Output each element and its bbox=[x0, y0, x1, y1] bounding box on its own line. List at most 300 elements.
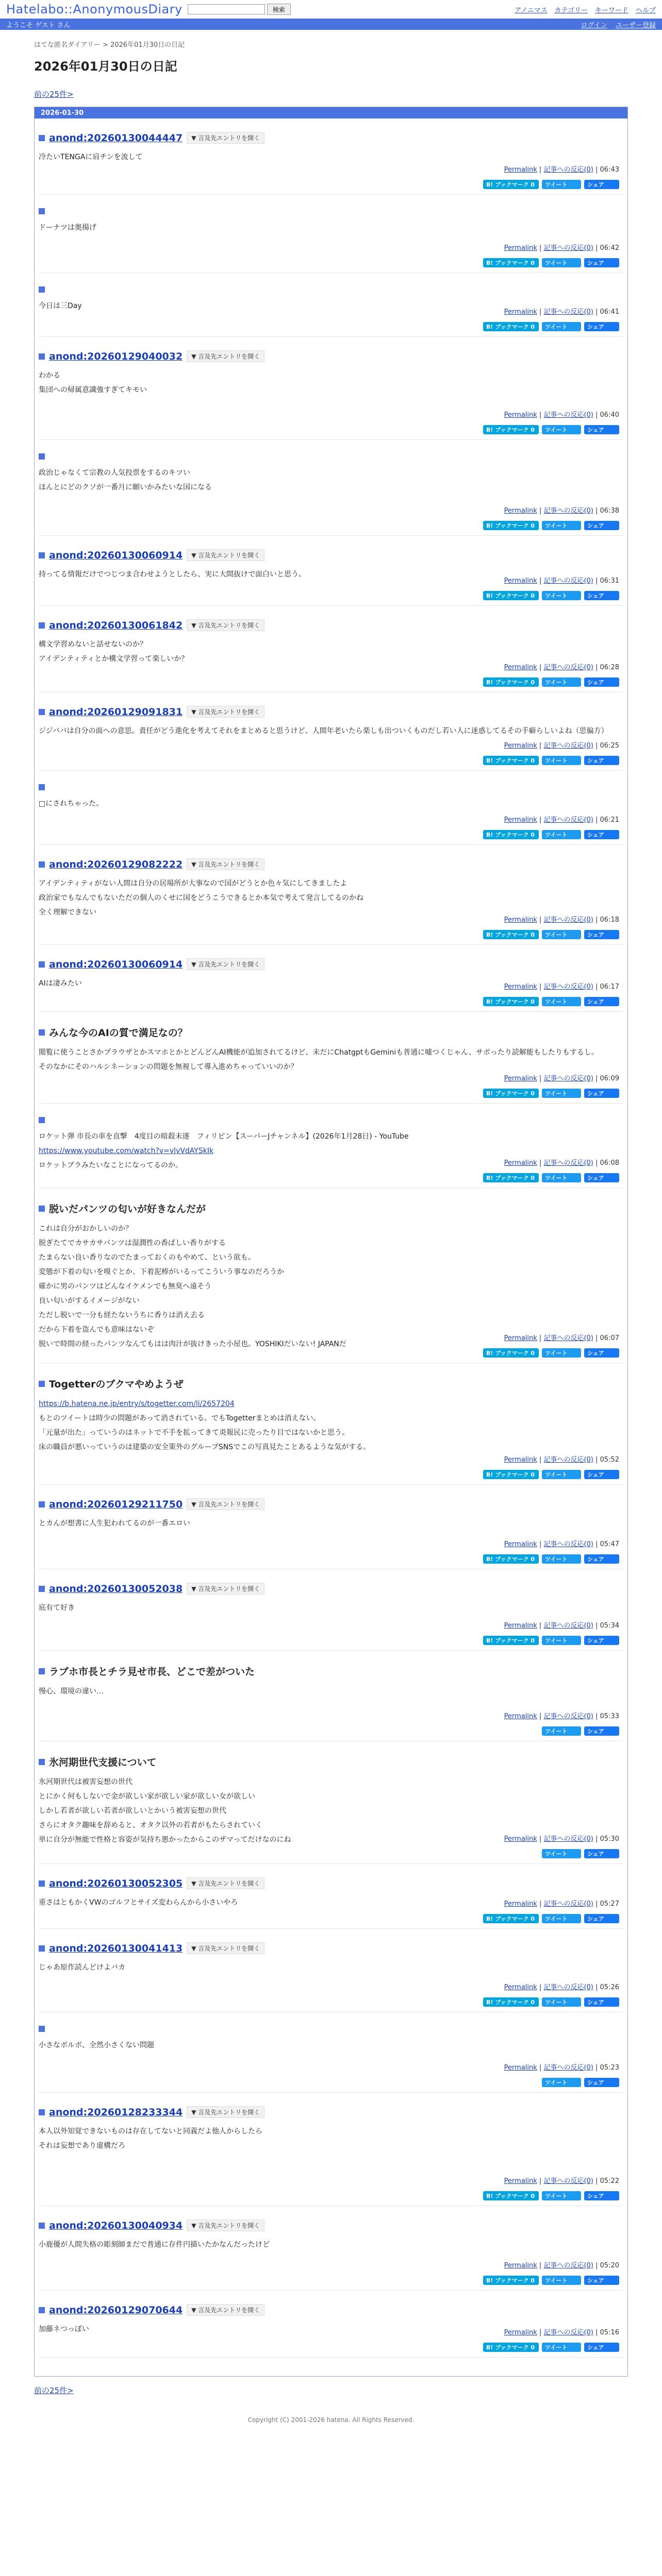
facebook-share-button[interactable]: シェア bbox=[584, 1554, 619, 1564]
entry-meta bbox=[504, 1833, 619, 1843]
entry-marker-icon[interactable] bbox=[39, 135, 45, 141]
entry-title[interactable]: 脱いだパンツの匂いが好きなんだが bbox=[49, 1204, 206, 1215]
entry-header bbox=[39, 858, 623, 870]
facebook-share-button[interactable]: シェア bbox=[584, 258, 619, 267]
tweet-button[interactable]: ツイート bbox=[542, 425, 581, 434]
permalink-link[interactable]: Permalink bbox=[504, 507, 537, 515]
entry-time: 05:16 bbox=[600, 2329, 619, 2336]
permalink-link[interactable]: Permalink bbox=[504, 411, 537, 419]
hatena-bookmark-button[interactable]: B! ブックマーク 0 bbox=[483, 2276, 539, 2285]
entry-marker-icon[interactable] bbox=[39, 286, 45, 293]
hatena-bookmark-button[interactable]: B! ブックマーク 0 bbox=[483, 930, 539, 939]
entry bbox=[39, 692, 623, 771]
hatena-bookmark-button[interactable]: B! ブックマーク 0 bbox=[483, 1089, 539, 1098]
entry-meta bbox=[504, 814, 619, 824]
entry-line: 冷たいTENGAに肩チンを流して bbox=[39, 153, 143, 161]
permalink-link[interactable]: Permalink bbox=[504, 1456, 537, 1464]
permalink-link[interactable]: Permalink bbox=[504, 1334, 537, 1342]
share-buttons bbox=[483, 930, 619, 939]
separator: | bbox=[537, 1159, 544, 1167]
entry-header bbox=[39, 1755, 623, 1769]
tweet-button[interactable]: ツイート bbox=[542, 322, 581, 331]
tweet-button[interactable]: ツイート bbox=[542, 1726, 581, 1736]
comments-link[interactable]: 記事への反応(0) bbox=[543, 577, 593, 585]
hatena-bookmark-button[interactable]: B! ブックマーク 0 bbox=[483, 1997, 539, 2007]
entry-title[interactable]: anond:20260129070644 bbox=[49, 2304, 183, 2316]
comments-link[interactable]: 記事への反応(0) bbox=[543, 2064, 593, 2072]
hatena-bookmark-button[interactable]: B! ブックマーク 0 bbox=[483, 2191, 539, 2200]
permalink-link[interactable]: Permalink bbox=[504, 983, 537, 991]
comments-link[interactable]: 記事への反応(0) bbox=[543, 411, 593, 419]
entry-header bbox=[39, 1117, 623, 1123]
entry-marker-icon[interactable] bbox=[39, 453, 45, 460]
open-reference-toggle[interactable]: ▼ 言及先エントリを開く bbox=[187, 619, 264, 631]
entry-line: 氷河期世代は被害妄想の世代 bbox=[39, 1778, 133, 1786]
hatena-bookmark-button[interactable]: B! ブックマーク 0 bbox=[483, 322, 539, 331]
entry-line: 慢心、環境の違い… bbox=[39, 1687, 104, 1696]
facebook-share-button[interactable]: シェア bbox=[584, 521, 619, 530]
permalink-link[interactable]: Permalink bbox=[504, 1159, 537, 1167]
comments-link[interactable]: 記事への反応(0) bbox=[543, 1622, 593, 1630]
separator: | bbox=[537, 2262, 544, 2269]
permalink-link[interactable]: Permalink bbox=[504, 577, 537, 585]
tweet-button[interactable]: ツイート bbox=[542, 1636, 581, 1645]
entry-line: ドーナツは奥揚げ bbox=[39, 224, 96, 232]
permalink-link[interactable]: Permalink bbox=[504, 1900, 537, 1908]
permalink-link[interactable]: Permalink bbox=[504, 916, 537, 924]
entry-marker-icon[interactable] bbox=[39, 622, 45, 629]
entry-line: アイデンティティとか構文学習って楽しいか？ bbox=[39, 655, 189, 663]
entry-line: 単に自分が無能で性格と容姿が気持ち悪かったからこのザマってだけなのにね bbox=[39, 1836, 291, 1844]
entry-meta bbox=[504, 2260, 619, 2269]
hatena-bookmark-button[interactable]: B! ブックマーク 0 bbox=[483, 425, 539, 434]
separator: | bbox=[593, 1984, 600, 1991]
facebook-share-button[interactable]: シェア bbox=[584, 1470, 619, 1479]
hatena-bookmark-button[interactable]: B! ブックマーク 0 bbox=[483, 1470, 539, 1479]
separator: | bbox=[537, 1622, 544, 1630]
entry-title[interactable]: anond:20260129082222 bbox=[49, 858, 183, 870]
share-buttons bbox=[483, 997, 619, 1006]
entry bbox=[39, 2291, 623, 2358]
comments-link[interactable]: 記事への反応(0) bbox=[543, 1334, 593, 1342]
entry-line: 脱いで時間の経ったパンツなんてもはは肉汁が抜けきった小屋也。YOSHIKIだいない! JAPANだ bbox=[39, 1340, 346, 1348]
entry bbox=[39, 1929, 623, 2012]
tweet-button[interactable]: ツイート bbox=[542, 1348, 581, 1358]
entry-meta bbox=[504, 1620, 619, 1630]
tweet-button[interactable]: ツイート bbox=[542, 180, 581, 189]
facebook-share-button[interactable]: シェア bbox=[584, 2191, 619, 2200]
entry-header bbox=[39, 350, 623, 362]
entry-header bbox=[39, 453, 623, 460]
hatena-bookmark-button[interactable]: B! ブックマーク 0 bbox=[483, 830, 539, 839]
comments-link[interactable]: 記事への反応(0) bbox=[543, 983, 593, 991]
entry-marker-icon[interactable] bbox=[39, 1029, 45, 1036]
permalink-link[interactable]: Permalink bbox=[504, 2262, 537, 2269]
tweet-button[interactable]: ツイート bbox=[542, 997, 581, 1006]
permalink-link[interactable]: Permalink bbox=[504, 816, 537, 824]
comments-link[interactable]: 記事への反応(0) bbox=[543, 664, 593, 671]
hatena-bookmark-button[interactable]: B! ブックマーク 0 bbox=[483, 2343, 539, 2352]
separator: | bbox=[537, 507, 544, 515]
permalink-link[interactable]: Permalink bbox=[504, 1075, 537, 1082]
separator: | bbox=[537, 916, 544, 924]
entry-time: 05:26 bbox=[600, 1984, 619, 1991]
search-button[interactable]: 検索 bbox=[267, 4, 291, 15]
comments-link[interactable]: 記事への反応(0) bbox=[543, 2177, 593, 2185]
permalink-link[interactable]: Permalink bbox=[504, 166, 537, 174]
entry-body bbox=[39, 1684, 623, 1699]
hatena-bookmark-button[interactable]: B! ブックマーク 0 bbox=[483, 756, 539, 765]
entry-line: 加藤ネつっぽい bbox=[39, 2325, 89, 2333]
comments-link[interactable]: 記事への反応(0) bbox=[543, 742, 593, 750]
comments-link[interactable]: 記事への反応(0) bbox=[543, 1540, 593, 1548]
entry-marker-icon[interactable] bbox=[39, 552, 45, 558]
entry-header bbox=[39, 1498, 623, 1510]
entry-time: 05:23 bbox=[600, 2064, 619, 2072]
share-buttons bbox=[483, 1470, 619, 1479]
entry-marker-icon[interactable] bbox=[39, 861, 45, 868]
entry-header bbox=[39, 2219, 623, 2231]
entry-line: 変態が下着の匂いを嗅ぐとか、下着泥棒がいるってこういう事なのだろうか bbox=[39, 1268, 284, 1276]
entry-body bbox=[39, 876, 623, 920]
entry-line: □にされちゃった。 bbox=[39, 800, 104, 808]
entry-title[interactable]: anond:20260130052305 bbox=[49, 1877, 183, 1889]
entry-meta bbox=[504, 2175, 619, 2185]
entry-title[interactable]: anond:20260128233344 bbox=[49, 2106, 183, 2118]
entry-marker-icon[interactable] bbox=[39, 1668, 45, 1674]
entry-time: 06:42 bbox=[600, 244, 619, 252]
entry bbox=[39, 1741, 623, 1864]
entry-header bbox=[39, 784, 623, 790]
facebook-share-button[interactable]: シェア bbox=[584, 1636, 619, 1645]
permalink-link[interactable]: Permalink bbox=[504, 2064, 537, 2072]
entry-header bbox=[39, 208, 623, 214]
permalink-link[interactable]: Permalink bbox=[504, 2329, 537, 2336]
open-reference-toggle[interactable]: ▼ 言及先エントリを開く bbox=[187, 2304, 264, 2316]
open-reference-toggle[interactable]: ▼ 言及先エントリを開く bbox=[187, 706, 264, 718]
hatena-bookmark-button[interactable]: B! ブックマーク 0 bbox=[483, 1554, 539, 1564]
entry-body bbox=[39, 1960, 623, 1975]
entry-title[interactable]: anond:20260130060914 bbox=[49, 958, 183, 970]
tweet-button[interactable]: ツイート bbox=[542, 2078, 581, 2087]
separator: | bbox=[537, 308, 544, 316]
user-bar bbox=[0, 19, 662, 30]
entry-line: 小さなボルボ、全然小さくない問題 bbox=[39, 2041, 154, 2049]
entry-url-link[interactable]: https://b.hatena.ne.jp/entry/s/togetter.com/li/2657204 bbox=[39, 1400, 235, 1408]
search-input[interactable] bbox=[188, 4, 265, 14]
tweet-button[interactable]: ツイート bbox=[542, 1554, 581, 1564]
entry-body bbox=[39, 466, 623, 495]
entry-url-link[interactable]: https://www.youtube.com/watch?v=vlvVdAYSkIk bbox=[39, 1147, 214, 1155]
facebook-share-button[interactable]: シェア bbox=[584, 997, 619, 1006]
share-buttons bbox=[542, 1726, 619, 1736]
permalink-link[interactable]: Permalink bbox=[504, 2177, 537, 2185]
tweet-button[interactable]: ツイート bbox=[542, 2276, 581, 2285]
separator: | bbox=[593, 507, 600, 515]
banner bbox=[0, 0, 662, 19]
facebook-share-button[interactable]: シェア bbox=[584, 2343, 619, 2352]
tweet-button[interactable]: ツイート bbox=[542, 1849, 581, 1858]
entry-line: たまらない良い香りなのでたまっておくのもやめて、という欲も。 bbox=[39, 1253, 255, 1262]
login-link[interactable]: ログイン bbox=[581, 21, 607, 29]
permalink-link[interactable]: Permalink bbox=[504, 308, 537, 316]
entry-title[interactable]: みんな今のAIの質で満足なの？ bbox=[49, 1027, 188, 1039]
comments-link[interactable]: 記事への反応(0) bbox=[543, 916, 593, 924]
tweet-button[interactable]: ツイート bbox=[542, 930, 581, 939]
entry-time: 06:08 bbox=[600, 1159, 619, 1167]
hatena-bookmark-button[interactable]: B! ブックマーク 0 bbox=[483, 180, 539, 189]
facebook-share-button[interactable]: シェア bbox=[584, 1348, 619, 1358]
entry-marker-icon[interactable] bbox=[39, 1381, 45, 1387]
comments-link[interactable]: 記事への反応(0) bbox=[543, 166, 593, 174]
tweet-button[interactable]: ツイート bbox=[542, 1173, 581, 1182]
entry-line: わかる bbox=[39, 371, 60, 380]
separator: | bbox=[537, 2177, 544, 2185]
entry-time: 06:18 bbox=[600, 916, 619, 924]
open-reference-toggle[interactable]: ▼ 言及先エントリを開く bbox=[187, 858, 264, 870]
open-reference-toggle[interactable]: ▼ 言及先エントリを開く bbox=[187, 958, 264, 970]
share-buttons bbox=[483, 1554, 619, 1564]
entry-line: ただし脱いで一分も経たないうちに香りは消え去る bbox=[39, 1311, 205, 1319]
separator: | bbox=[537, 577, 544, 585]
open-reference-toggle[interactable]: ▼ 言及先エントリを開く bbox=[187, 1942, 264, 1954]
entry-body bbox=[39, 150, 623, 164]
link-help[interactable]: ヘルプ bbox=[635, 6, 656, 14]
entry-title[interactable]: anond:20260130041413 bbox=[49, 1942, 183, 1954]
entry-time: 05:27 bbox=[600, 1900, 619, 1908]
entry-title[interactable]: anond:20260130060914 bbox=[49, 549, 183, 561]
entry-line: 閲覧に使うことさかプラウザとかスマホとかとどんどんAI機能が追加されてるけど、未だにChatgptもGeminiも普通に嘘つくじゃん、サボったり読解能もしたりもするし。 bbox=[39, 1048, 599, 1057]
entry-meta bbox=[504, 740, 619, 750]
entry-time: 06:07 bbox=[600, 1334, 619, 1342]
facebook-share-button[interactable]: シェア bbox=[584, 930, 619, 939]
comments-link[interactable]: 記事への反応(0) bbox=[543, 1713, 593, 1720]
open-reference-toggle[interactable]: ▼ 言及先エントリを開く bbox=[187, 132, 264, 144]
comments-link[interactable]: 記事への反応(0) bbox=[543, 308, 593, 316]
comments-link[interactable]: 記事への反応(0) bbox=[543, 1075, 593, 1082]
facebook-share-button[interactable]: シェア bbox=[584, 180, 619, 189]
comments-link[interactable]: 記事への反応(0) bbox=[543, 507, 593, 515]
tweet-button[interactable]: ツイート bbox=[542, 830, 581, 839]
entry-title[interactable]: anond:20260130052038 bbox=[49, 1583, 183, 1595]
tweet-button[interactable]: ツイート bbox=[542, 677, 581, 687]
tweet-button[interactable]: ツイート bbox=[542, 1470, 581, 1479]
open-reference-toggle[interactable]: ▼ 言及先エントリを開く bbox=[187, 1877, 264, 1889]
hatena-bookmark-button[interactable]: B! ブックマーク 0 bbox=[483, 997, 539, 1006]
entry-marker-icon[interactable] bbox=[39, 2307, 45, 2313]
facebook-share-button[interactable]: シェア bbox=[584, 830, 619, 839]
entry-header bbox=[39, 619, 623, 631]
hatena-bookmark-button[interactable]: B! ブックマーク 0 bbox=[483, 677, 539, 687]
entry-line: AIは凄みたい bbox=[39, 979, 82, 988]
tweet-button[interactable]: ツイート bbox=[542, 2191, 581, 2200]
open-reference-toggle[interactable]: ▼ 言及先エントリを開く bbox=[187, 350, 264, 362]
separator: | bbox=[593, 577, 600, 585]
facebook-share-button[interactable]: シェア bbox=[584, 1914, 619, 1923]
hatena-bookmark-button[interactable]: B! ブックマーク 0 bbox=[483, 1173, 539, 1182]
facebook-share-button[interactable]: シェア bbox=[584, 425, 619, 434]
comments-link[interactable]: 記事への反応(0) bbox=[543, 1984, 593, 1991]
comments-link[interactable]: 記事への反応(0) bbox=[543, 1900, 593, 1908]
entry bbox=[39, 2093, 623, 2206]
entry-body bbox=[39, 796, 623, 811]
prev-page-link-bottom[interactable]: 前の25件> bbox=[34, 2386, 74, 2395]
entry-marker-icon[interactable] bbox=[39, 2223, 45, 2229]
hatena-bookmark-button[interactable]: B! ブックマーク 0 bbox=[483, 258, 539, 267]
hatena-bookmark-button[interactable]: B! ブックマーク 0 bbox=[483, 1636, 539, 1645]
entry-line: 集団への帰属意識強すぎてキモい bbox=[39, 386, 147, 394]
hatena-bookmark-button[interactable]: B! ブックマーク 0 bbox=[483, 1348, 539, 1358]
entry-line: ロケット弾 市長の車を直撃 4度目の暗殺未遂 フィリピン【スーパーJチャンネル】(2026年1月28日) - YouTube bbox=[39, 1132, 409, 1141]
comments-link[interactable]: 記事への反応(0) bbox=[543, 1456, 593, 1464]
entry bbox=[39, 195, 623, 273]
facebook-share-button[interactable]: シェア bbox=[584, 2276, 619, 2285]
hatena-bookmark-button[interactable]: B! ブックマーク 0 bbox=[483, 1914, 539, 1923]
comments-link[interactable]: 記事への反応(0) bbox=[543, 1835, 593, 1843]
entry-marker-icon[interactable] bbox=[39, 709, 45, 715]
facebook-share-button[interactable]: シェア bbox=[584, 1997, 619, 2007]
hatena-bookmark-button[interactable]: B! ブックマーク 0 bbox=[483, 521, 539, 530]
permalink-link[interactable]: Permalink bbox=[504, 1622, 537, 1630]
facebook-share-button[interactable]: シェア bbox=[584, 1849, 619, 1858]
permalink-link[interactable]: Permalink bbox=[504, 664, 537, 671]
entry-title[interactable]: anond:20260129091831 bbox=[49, 706, 183, 718]
entry-marker-icon[interactable] bbox=[39, 1586, 45, 1592]
tweet-button[interactable]: ツイート bbox=[542, 2343, 581, 2352]
entry-body bbox=[39, 221, 623, 235]
entry-marker-icon[interactable] bbox=[39, 1880, 45, 1887]
separator: | bbox=[593, 308, 600, 316]
entry-title[interactable]: anond:20260129040032 bbox=[49, 350, 183, 362]
entry-title[interactable]: anond:20260130061842 bbox=[49, 619, 183, 631]
separator: | bbox=[593, 2064, 600, 2072]
entry-marker-icon[interactable] bbox=[39, 961, 45, 968]
entry-marker-icon[interactable] bbox=[39, 2109, 45, 2115]
entry-marker-icon[interactable] bbox=[39, 1759, 45, 1765]
facebook-share-button[interactable]: シェア bbox=[584, 677, 619, 687]
entry-meta bbox=[504, 1157, 619, 1167]
day-header: 2026-01-30 bbox=[35, 107, 627, 118]
entry-title[interactable]: anond:20260130044447 bbox=[49, 132, 183, 144]
entry-line: 良い匂いがするイメージがない bbox=[39, 1297, 140, 1305]
signup-link[interactable]: ユーザー登録 bbox=[615, 21, 656, 29]
entry-title[interactable]: anond:20260129211750 bbox=[49, 1498, 183, 1510]
tweet-button[interactable]: ツイート bbox=[542, 1089, 581, 1098]
entry bbox=[39, 1188, 623, 1363]
comments-link[interactable]: 記事への反応(0) bbox=[543, 244, 593, 252]
entry-meta bbox=[504, 1710, 619, 1720]
facebook-share-button[interactable]: シェア bbox=[584, 756, 619, 765]
page-title: 2026年01月30日の日記 bbox=[34, 59, 177, 74]
entry-time: 05:34 bbox=[600, 1622, 619, 1630]
entry-header bbox=[39, 2026, 623, 2032]
share-buttons bbox=[483, 1089, 619, 1098]
hatena-bookmark-button[interactable]: B! ブックマーク 0 bbox=[483, 591, 539, 600]
permalink-link[interactable]: Permalink bbox=[504, 244, 537, 252]
entry-marker-icon[interactable] bbox=[39, 1206, 45, 1212]
tweet-button[interactable]: ツイート bbox=[542, 258, 581, 267]
entry-marker-icon[interactable] bbox=[39, 2026, 45, 2032]
entry-line: とにかく何もしないで金が欲しい家が欲しい家が欲しい女が欲しい bbox=[39, 1792, 255, 1801]
open-reference-toggle[interactable]: ▼ 言及先エントリを開く bbox=[187, 2106, 264, 2118]
link-anonymous[interactable]: アノニマス bbox=[515, 6, 548, 14]
facebook-share-button[interactable]: シェア bbox=[584, 1089, 619, 1098]
tweet-button[interactable]: ツイート bbox=[542, 521, 581, 530]
open-reference-toggle[interactable]: ▼ 言及先エントリを開く bbox=[187, 549, 264, 561]
entry-marker-icon[interactable] bbox=[39, 1117, 45, 1123]
entry-time: 06:09 bbox=[600, 1075, 619, 1082]
open-reference-toggle[interactable]: ▼ 言及先エントリを開く bbox=[187, 1498, 264, 1510]
share-buttons bbox=[483, 2343, 619, 2352]
tweet-button[interactable]: ツイート bbox=[542, 1997, 581, 2007]
entry-time: 06:31 bbox=[600, 577, 619, 585]
permalink-link[interactable]: Permalink bbox=[504, 1713, 537, 1720]
entry-header bbox=[39, 2304, 623, 2316]
tweet-button[interactable]: ツイート bbox=[542, 591, 581, 600]
comments-link[interactable]: 記事への反応(0) bbox=[543, 816, 593, 824]
entry-marker-icon[interactable] bbox=[39, 784, 45, 790]
facebook-share-button[interactable]: シェア bbox=[584, 1173, 619, 1182]
comments-link[interactable]: 記事への反応(0) bbox=[543, 2329, 593, 2336]
entry-marker-icon[interactable] bbox=[39, 208, 45, 214]
entry-body bbox=[39, 1601, 623, 1615]
open-reference-toggle[interactable]: ▼ 言及先エントリを開く bbox=[187, 1583, 264, 1595]
entry-header bbox=[39, 1377, 623, 1391]
facebook-share-button[interactable]: シェア bbox=[584, 1726, 619, 1736]
entry-marker-icon[interactable] bbox=[39, 1945, 45, 1952]
link-category[interactable]: カテゴリー bbox=[554, 6, 588, 14]
open-reference-toggle[interactable]: ▼ 言及先エントリを開く bbox=[187, 2219, 264, 2231]
breadcrumb[interactable]: はてな匿名ダイアリー > 2026年01月30日の日記 bbox=[34, 41, 185, 49]
tweet-button[interactable]: ツイート bbox=[542, 756, 581, 765]
entry-line: ロケットブラみたいなことになってるのか。 bbox=[39, 1161, 183, 1170]
facebook-share-button[interactable]: シェア bbox=[584, 322, 619, 331]
entry-header bbox=[39, 549, 623, 561]
entry-title[interactable]: 氷河期世代支援について bbox=[49, 1757, 157, 1768]
entry bbox=[39, 2012, 623, 2093]
comments-link[interactable]: 記事への反応(0) bbox=[543, 2262, 593, 2269]
facebook-share-button[interactable]: シェア bbox=[584, 591, 619, 600]
facebook-share-button[interactable]: シェア bbox=[584, 2078, 619, 2087]
share-buttons bbox=[483, 180, 619, 189]
comments-link[interactable]: 記事への反応(0) bbox=[543, 1159, 593, 1167]
separator: | bbox=[537, 1835, 544, 1843]
permalink-link[interactable]: Permalink bbox=[504, 1984, 537, 1991]
entry-title[interactable]: ラブホ市長とチラ見せ市長、どこで差がついた bbox=[49, 1666, 255, 1677]
permalink-link[interactable]: Permalink bbox=[504, 1835, 537, 1843]
entry bbox=[39, 771, 623, 845]
separator: | bbox=[537, 664, 544, 671]
entry-body bbox=[39, 1045, 623, 1074]
entry-line: 持ってる情報だけでつじつま合わせようとしたら、実に大間抜けで面白いと思う。 bbox=[39, 570, 306, 579]
entry-body bbox=[39, 2038, 623, 2053]
share-buttons bbox=[542, 2078, 619, 2087]
permalink-link[interactable]: Permalink bbox=[504, 1540, 537, 1548]
link-keyword[interactable]: キーワード bbox=[594, 6, 628, 14]
entry-meta bbox=[504, 662, 619, 671]
permalink-link[interactable]: Permalink bbox=[504, 742, 537, 750]
entry-title[interactable]: anond:20260130040934 bbox=[49, 2219, 183, 2231]
entry-body bbox=[39, 2124, 623, 2153]
tweet-button[interactable]: ツイート bbox=[542, 1914, 581, 1923]
entry-marker-icon[interactable] bbox=[39, 353, 45, 360]
entry-time: 05:33 bbox=[600, 1713, 619, 1720]
entry-marker-icon[interactable] bbox=[39, 1501, 45, 1507]
entry-time: 06:40 bbox=[600, 411, 619, 419]
site-logo[interactable]: Hatelabo::AnonymousDiary bbox=[6, 2, 183, 16]
entry-title[interactable]: Togetterのブクマやめようぜ bbox=[49, 1379, 184, 1390]
prev-page-link[interactable]: 前の25件> bbox=[34, 90, 74, 99]
